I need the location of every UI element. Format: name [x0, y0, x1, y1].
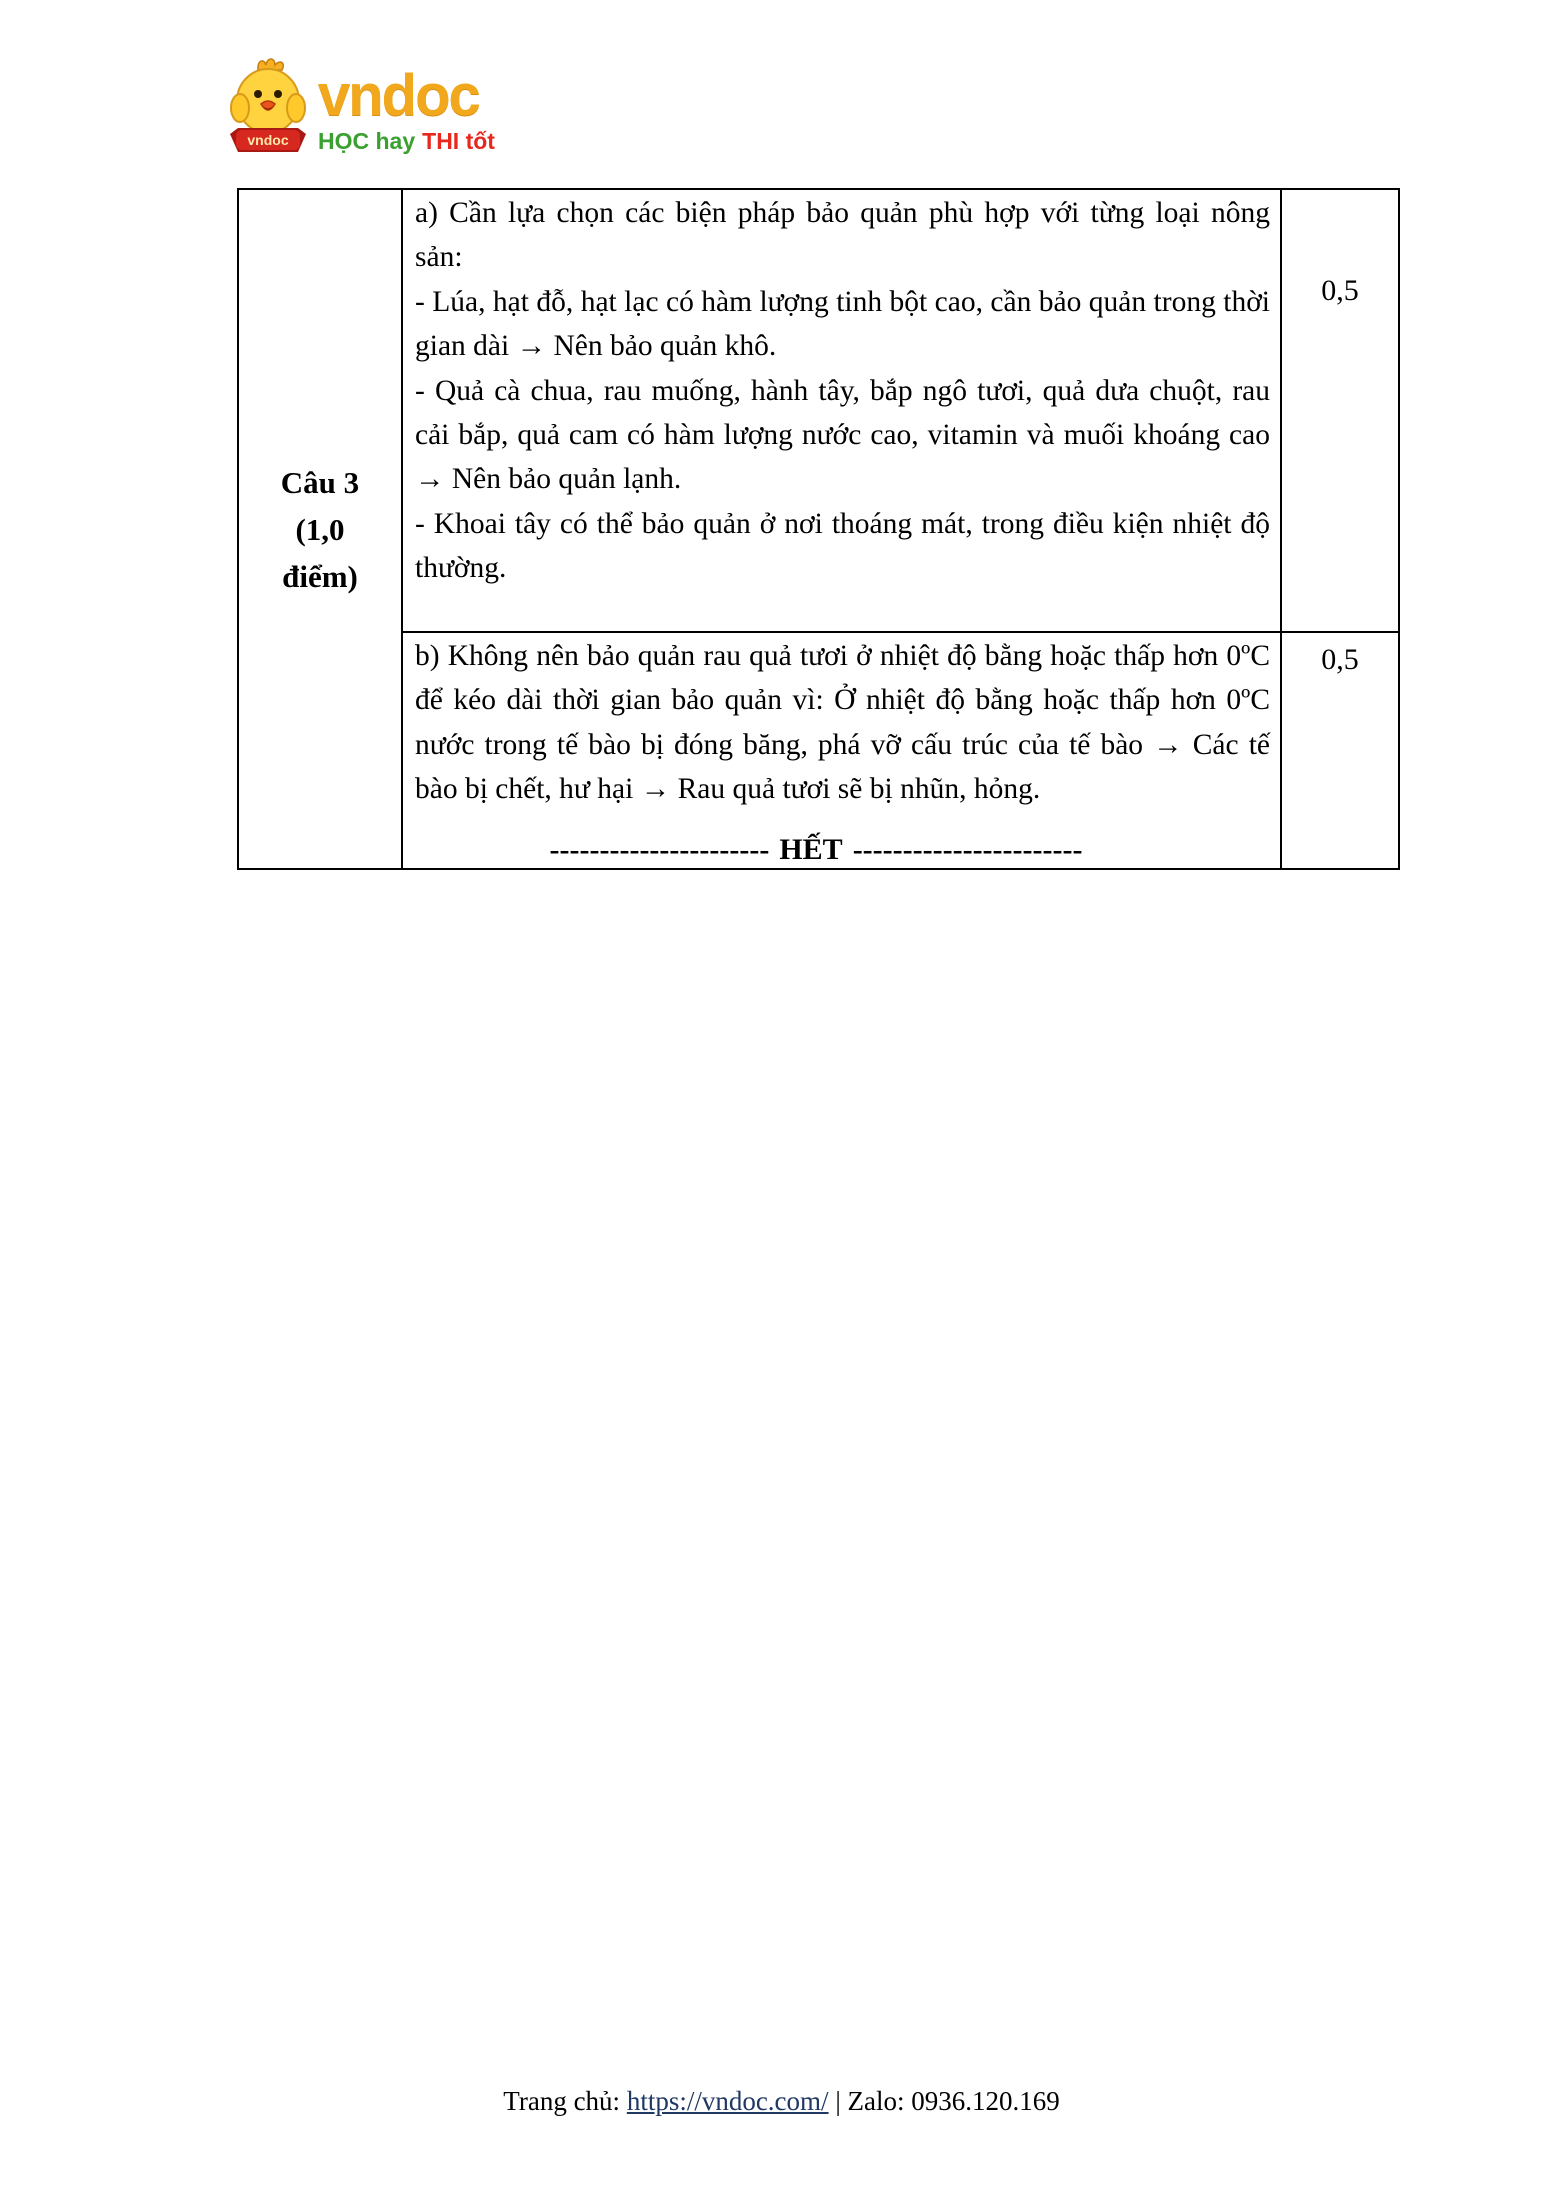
het-label: HẾT: [779, 833, 843, 866]
logo-banner-text: vndoc: [247, 132, 289, 148]
question-cell: [238, 189, 402, 869]
footer: [0, 2086, 1563, 2117]
question-line-3: điểm): [282, 558, 358, 594]
vndoc-logo: [228, 56, 495, 160]
answer-table: [237, 188, 1400, 870]
tagline-green: HỌC hay: [318, 128, 416, 154]
footer-home-link[interactable]: https://vndoc.com/: [626, 2086, 829, 2116]
het-separator: [237, 833, 1395, 867]
table-row-a: [238, 189, 1399, 632]
het-dashes-right: -----------------------: [852, 833, 1083, 866]
answer-cell-a: [402, 189, 1281, 632]
question-line-1: Câu 3: [280, 464, 360, 500]
score-cell-b: 0,5: [1281, 632, 1399, 869]
answer-table-wrap: [237, 188, 1400, 870]
tagline-red: THI tốt: [422, 128, 495, 154]
score-cell-a: 0,5: [1281, 189, 1399, 632]
footer-suffix: | Zalo: 0936.120.169: [828, 2086, 1060, 2116]
question-line-2: (1,0: [295, 511, 345, 547]
het-dashes-left: ----------------------: [549, 833, 770, 866]
answer-a-paragraph: a) Cần lựa chọn các biện pháp bảo quản phù hợp với từng loại nông sản:: [415, 197, 1270, 274]
answer-b-paragraph: b) Không nên bảo quản rau quả tươi ở nhiệt độ bằng hoặc thấp hơn 0ºC để kéo dài thời gian bảo quản vì: Ở nhiệt độ bằng hoặc thấp hơn 0ºC nước trong tế bào bị đóng băng, phá vỡ cấu trúc của tế bào → Các tế bào bị chết, hư hại → Rau quả tươi sẽ bị nhũn, hỏng.: [415, 640, 1270, 806]
answer-a-paragraph: - Khoai tây có thể bảo quản ở nơi thoáng mát, trong điều kiện nhiệt độ thường.: [415, 507, 1270, 585]
logo-tagline: [318, 128, 495, 155]
answer-a-paragraph: - Lúa, hạt đỗ, hạt lạc có hàm lượng tinh bột cao, cần bảo quản trong thời gian dài → Nên bảo quản khô.: [415, 285, 1270, 363]
chick-mascot-icon: [228, 56, 308, 160]
logo-wordmark: vndoc: [318, 63, 479, 128]
footer-prefix: Trang chủ:: [503, 2086, 627, 2116]
answer-a-paragraph: - Quả cà chua, rau muống, hành tây, bắp ngô tươi, quả dưa chuột, rau cải bắp, quả cam có hàm lượng nước cao, vitamin và muối khoáng cao → Nên bảo quản lạnh.: [415, 374, 1270, 496]
